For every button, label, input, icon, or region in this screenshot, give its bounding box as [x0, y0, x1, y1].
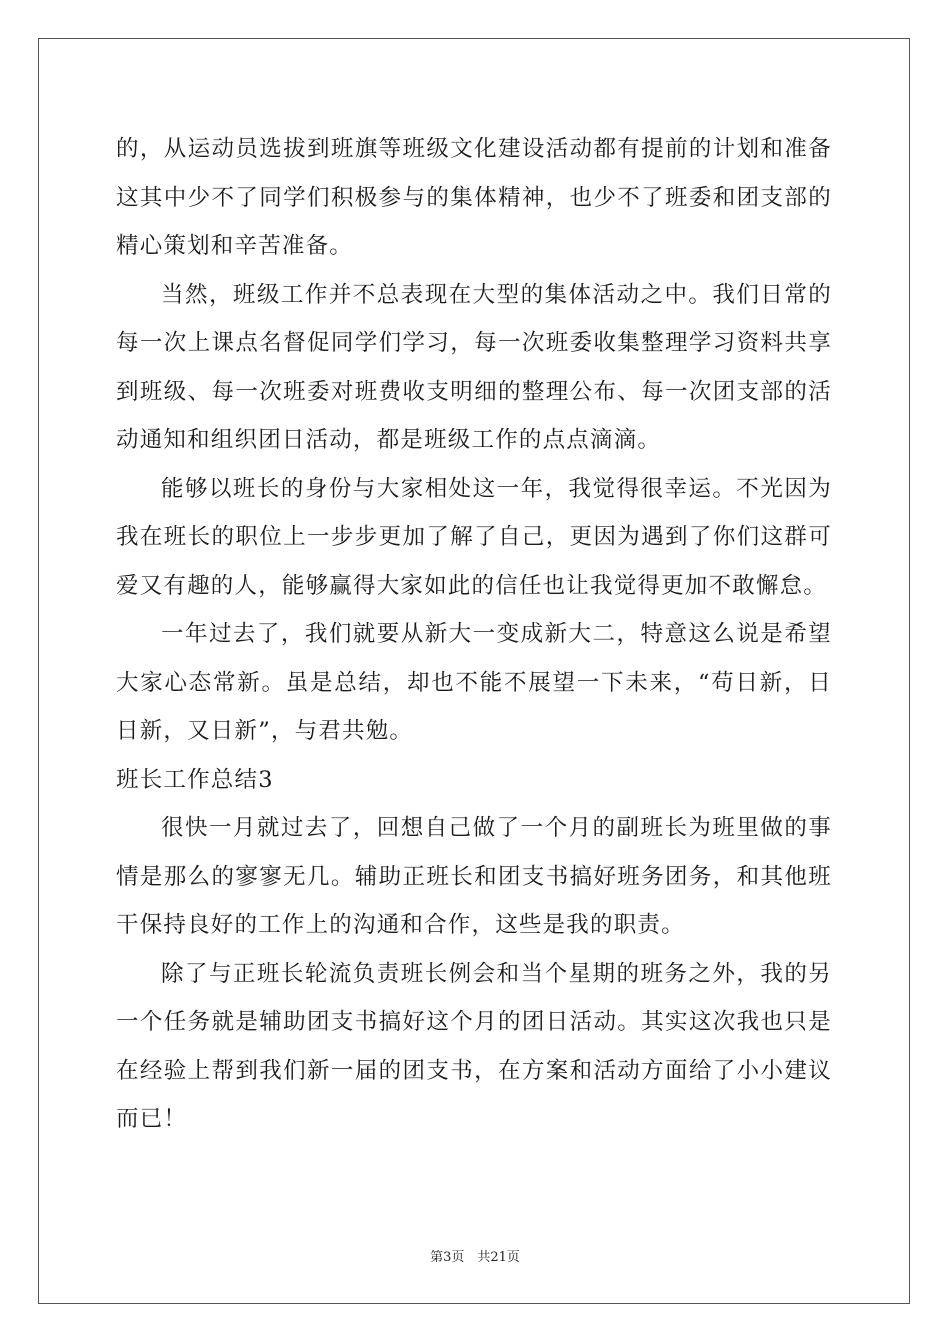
paragraph-continuation: 的，从运动员选拔到班旗等班级文化建设活动都有提前的计划和准备这其中少不了同学们积极参与的集体精神，也少不了班委和团支部的精心策划和辛苦准备。 [116, 136, 832, 259]
paragraph: 当然，班级工作并不总表现在大型的集体活动之中。我们日常的每一次上课点名督促同学们学习，每一次班委收集整理学习资料共享到班级、每一次班委对班费收支明细的整理公布、每一次团支部的活动通知和组织团日活动，都是班级工作的点点滴滴。 [116, 281, 832, 453]
section-heading: 班长工作总结3 [116, 766, 274, 793]
page-footer: 第3页 共21页 [430, 1250, 520, 1265]
document-body [116, 125, 832, 1144]
paragraph: 很快一月就过去了，回想自己做了一个月的副班长为班里做的事情是那么的寥寥无几。辅助正班长和团支书搞好班务团务，和其他班干保持良好的工作上的沟通和合作，这些是我的职责。 [116, 815, 832, 938]
paragraph: 一年过去了，我们就要从新大一变成新大二，特意这么说是希望大家心态常新。虽是总结，却也不能不展望一下未来，“苟日新，日日新，又日新”，与君共勉。 [116, 621, 832, 744]
paragraph: 能够以班长的身份与大家相处这一年，我觉得很幸运。不光因为我在班长的职位上一步步更加了解了自己，更因为遇到了你们这群可爱又有趣的人，能够赢得大家如此的信任也让我觉得更加不敢懈怠。 [116, 475, 832, 599]
paragraph: 除了与正班长轮流负责班长例会和当个星期的班务之外，我的另一个任务就是辅助团支书搞好这个月的团日活动。其实这次我也只是在经验上帮到我们新一届的团支书，在方案和活动方面给了小小建议而已！ [116, 960, 832, 1132]
